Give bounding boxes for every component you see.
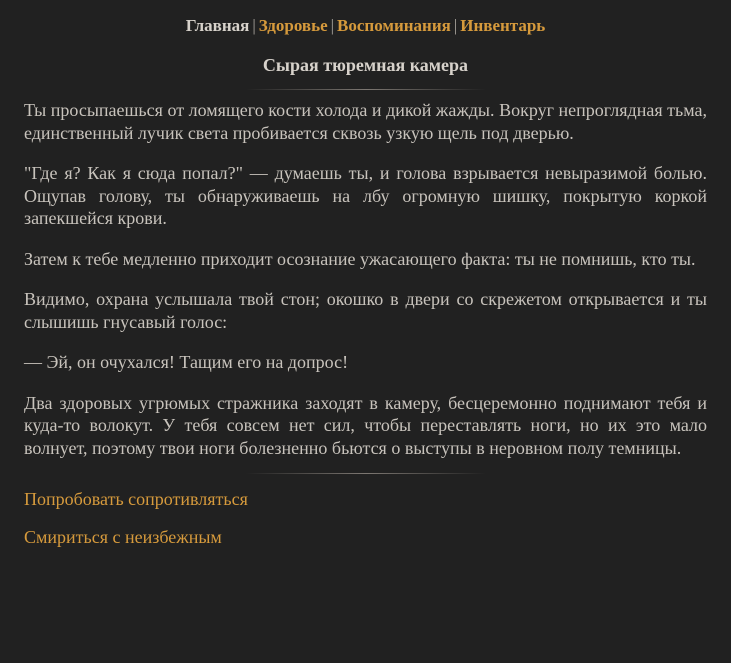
nav-separator: | (252, 16, 256, 35)
choice-resist-link[interactable]: Попробовать сопротивляться (24, 489, 248, 509)
story-text (24, 99, 707, 459)
story-paragraph: Два здоровых угрюмых стражника заходят в камеру, бесцеремонно поднимают тебя и куда-то волокут. У тебя совсем нет сил, чтобы переставлять ноги, но их это мало волнует, поэтому твои ноги болезненно бьются о выступы в неровном полу темницы. (24, 392, 707, 458)
choice-accept-link[interactable]: Смириться с неизбежным (24, 527, 222, 547)
nav-separator: | (330, 16, 335, 35)
nav-separator: | (453, 16, 458, 35)
story-paragraph: Затем к тебе медленно приходит осознание ужасающего факта: ты не помнишь, кто ты. (24, 248, 696, 269)
story-paragraph: — Эй, он очухался! Тащим его на допрос! (24, 352, 349, 372)
nav-link-health[interactable]: Здоровье (258, 16, 328, 35)
nav-link-inventory[interactable]: Инвентарь (460, 16, 546, 35)
top-divider (246, 89, 486, 90)
nav-link-memories[interactable]: Воспоминания (337, 16, 451, 35)
top-navigation (24, 0, 707, 37)
story-paragraph: Видимо, охрана услышала твой стон; окошко в двери со скрежетом открывается и ты слышишь гнусавый голос: (24, 289, 707, 332)
story-paragraph: "Где я? Как я сюда попал?" — думаешь ты, и голова взрывается невыразимой болью. Ощупав голову, ты обнаруживаешь на лбу огромную шишку, покрытую коркой запекшейся крови. (24, 163, 707, 228)
choice-list (24, 488, 707, 548)
location-title: Сырая тюремная камера (262, 55, 469, 75)
story-paragraph: Ты просыпаешься от ломящего кости холода и дикой жажды. Вокруг непроглядная тьма, единственный лучик света пробивается сквозь узкую щель под дверью. (24, 100, 707, 143)
nav-item-home: Главная (185, 16, 250, 35)
bottom-divider (246, 473, 486, 474)
